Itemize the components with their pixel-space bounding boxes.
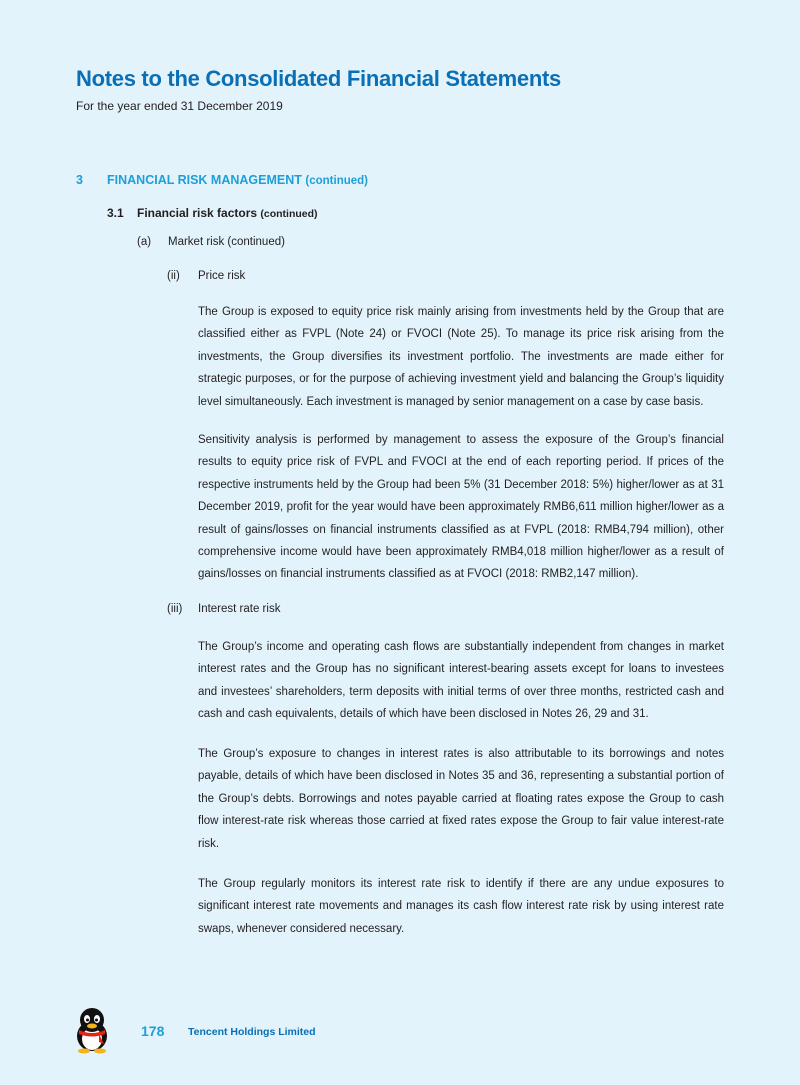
page-number: 178 <box>141 1023 165 1039</box>
item-a-number: (a) <box>137 236 152 248</box>
subsection-title: Financial risk factors <box>137 206 258 220</box>
interest-rate-risk-heading <box>167 603 280 615</box>
price-risk-paragraph-1: The Group is exposed to equity price risk mainly arising from investments held by the Group that are classified either as FVPL (Note 24) or FVOCI (Note 25). To manage its price risk arising from the investments, the Group diversifies its investment portfolio. The investments are made either for strategic purposes, or for the purpose of achieving investment yield and balancing the Group’s liquidity level simultaneously. Each investment is managed by senior management on a case by case basis. <box>198 306 724 408</box>
subsection-number: 3.1 <box>107 206 124 220</box>
price-risk-heading <box>167 270 245 282</box>
page-subtitle: For the year ended 31 December 2019 <box>76 99 283 113</box>
interest-rate-risk-paragraph-2: The Group’s exposure to changes in interest rates is also attributable to its borrowings and notes payable, details of which have been disclosed in Notes 35 and 36, representing a substantial portion of the Group’s debts. Borrowings and notes payable carried at floating rates expose the Group to cash flow interest-rate risk whereas those carried at fixed rates expose the Group to fair value interest-rate risk. <box>198 748 724 850</box>
item-a-heading <box>137 236 285 248</box>
subsection-continued: (continued) <box>260 208 318 220</box>
section-continued: (continued) <box>305 175 368 187</box>
interest-rate-risk-title: Interest rate risk <box>198 603 281 615</box>
section-number: 3 <box>76 173 83 187</box>
item-a-title: Market risk (continued) <box>168 236 285 248</box>
penguin-logo-icon <box>72 1006 112 1059</box>
interest-rate-risk-number: (iii) <box>167 603 183 615</box>
page-title: Notes to the Consolidated Financial Statements <box>76 66 561 91</box>
section-title: FINANCIAL RISK MANAGEMENT <box>107 173 302 187</box>
interest-rate-risk-paragraph-3: The Group regularly monitors its interest rate risk to identify if there are any undue exposures to significant interest rate movements and manages its cash flow interest rate risk by using interest rate swaps, whenever considered necessary. <box>198 878 724 935</box>
subsection-heading <box>107 206 318 220</box>
company-name: Tencent Holdings Limited <box>188 1026 316 1038</box>
price-risk-paragraph-2: Sensitivity analysis is performed by management to assess the exposure of the Group’s financial results to equity price risk of FVPL and FVOCI at the end of each reporting period. If prices of the respective instruments held by the Group had been 5% (31 December 2018: 5%) higher/lower as at 31 December 2019, profit for the year would have been approximately RMB6,611 million higher/lower as a result of gains/losses on financial instruments classified as at FVPL (2018: RMB4,794 million), other comprehensive income would have been approximately RMB4,018 million higher/lower as a result of gains/losses on financial instruments classified as at FVOCI (2018: RMB2,147 million). <box>198 434 724 581</box>
price-risk-number: (ii) <box>167 270 180 282</box>
price-risk-title: Price risk <box>198 270 246 282</box>
interest-rate-risk-paragraph-1: The Group’s income and operating cash flows are substantially independent from changes in market interest rates and the Group has no significant interest-bearing assets except for loans to investees and investees’ shareholders, term deposits with initial terms of over three months, restricted cash and cash and cash equivalents, details of which have been disclosed in Notes 26, 29 and 31. <box>198 641 724 721</box>
section-heading <box>76 173 368 187</box>
